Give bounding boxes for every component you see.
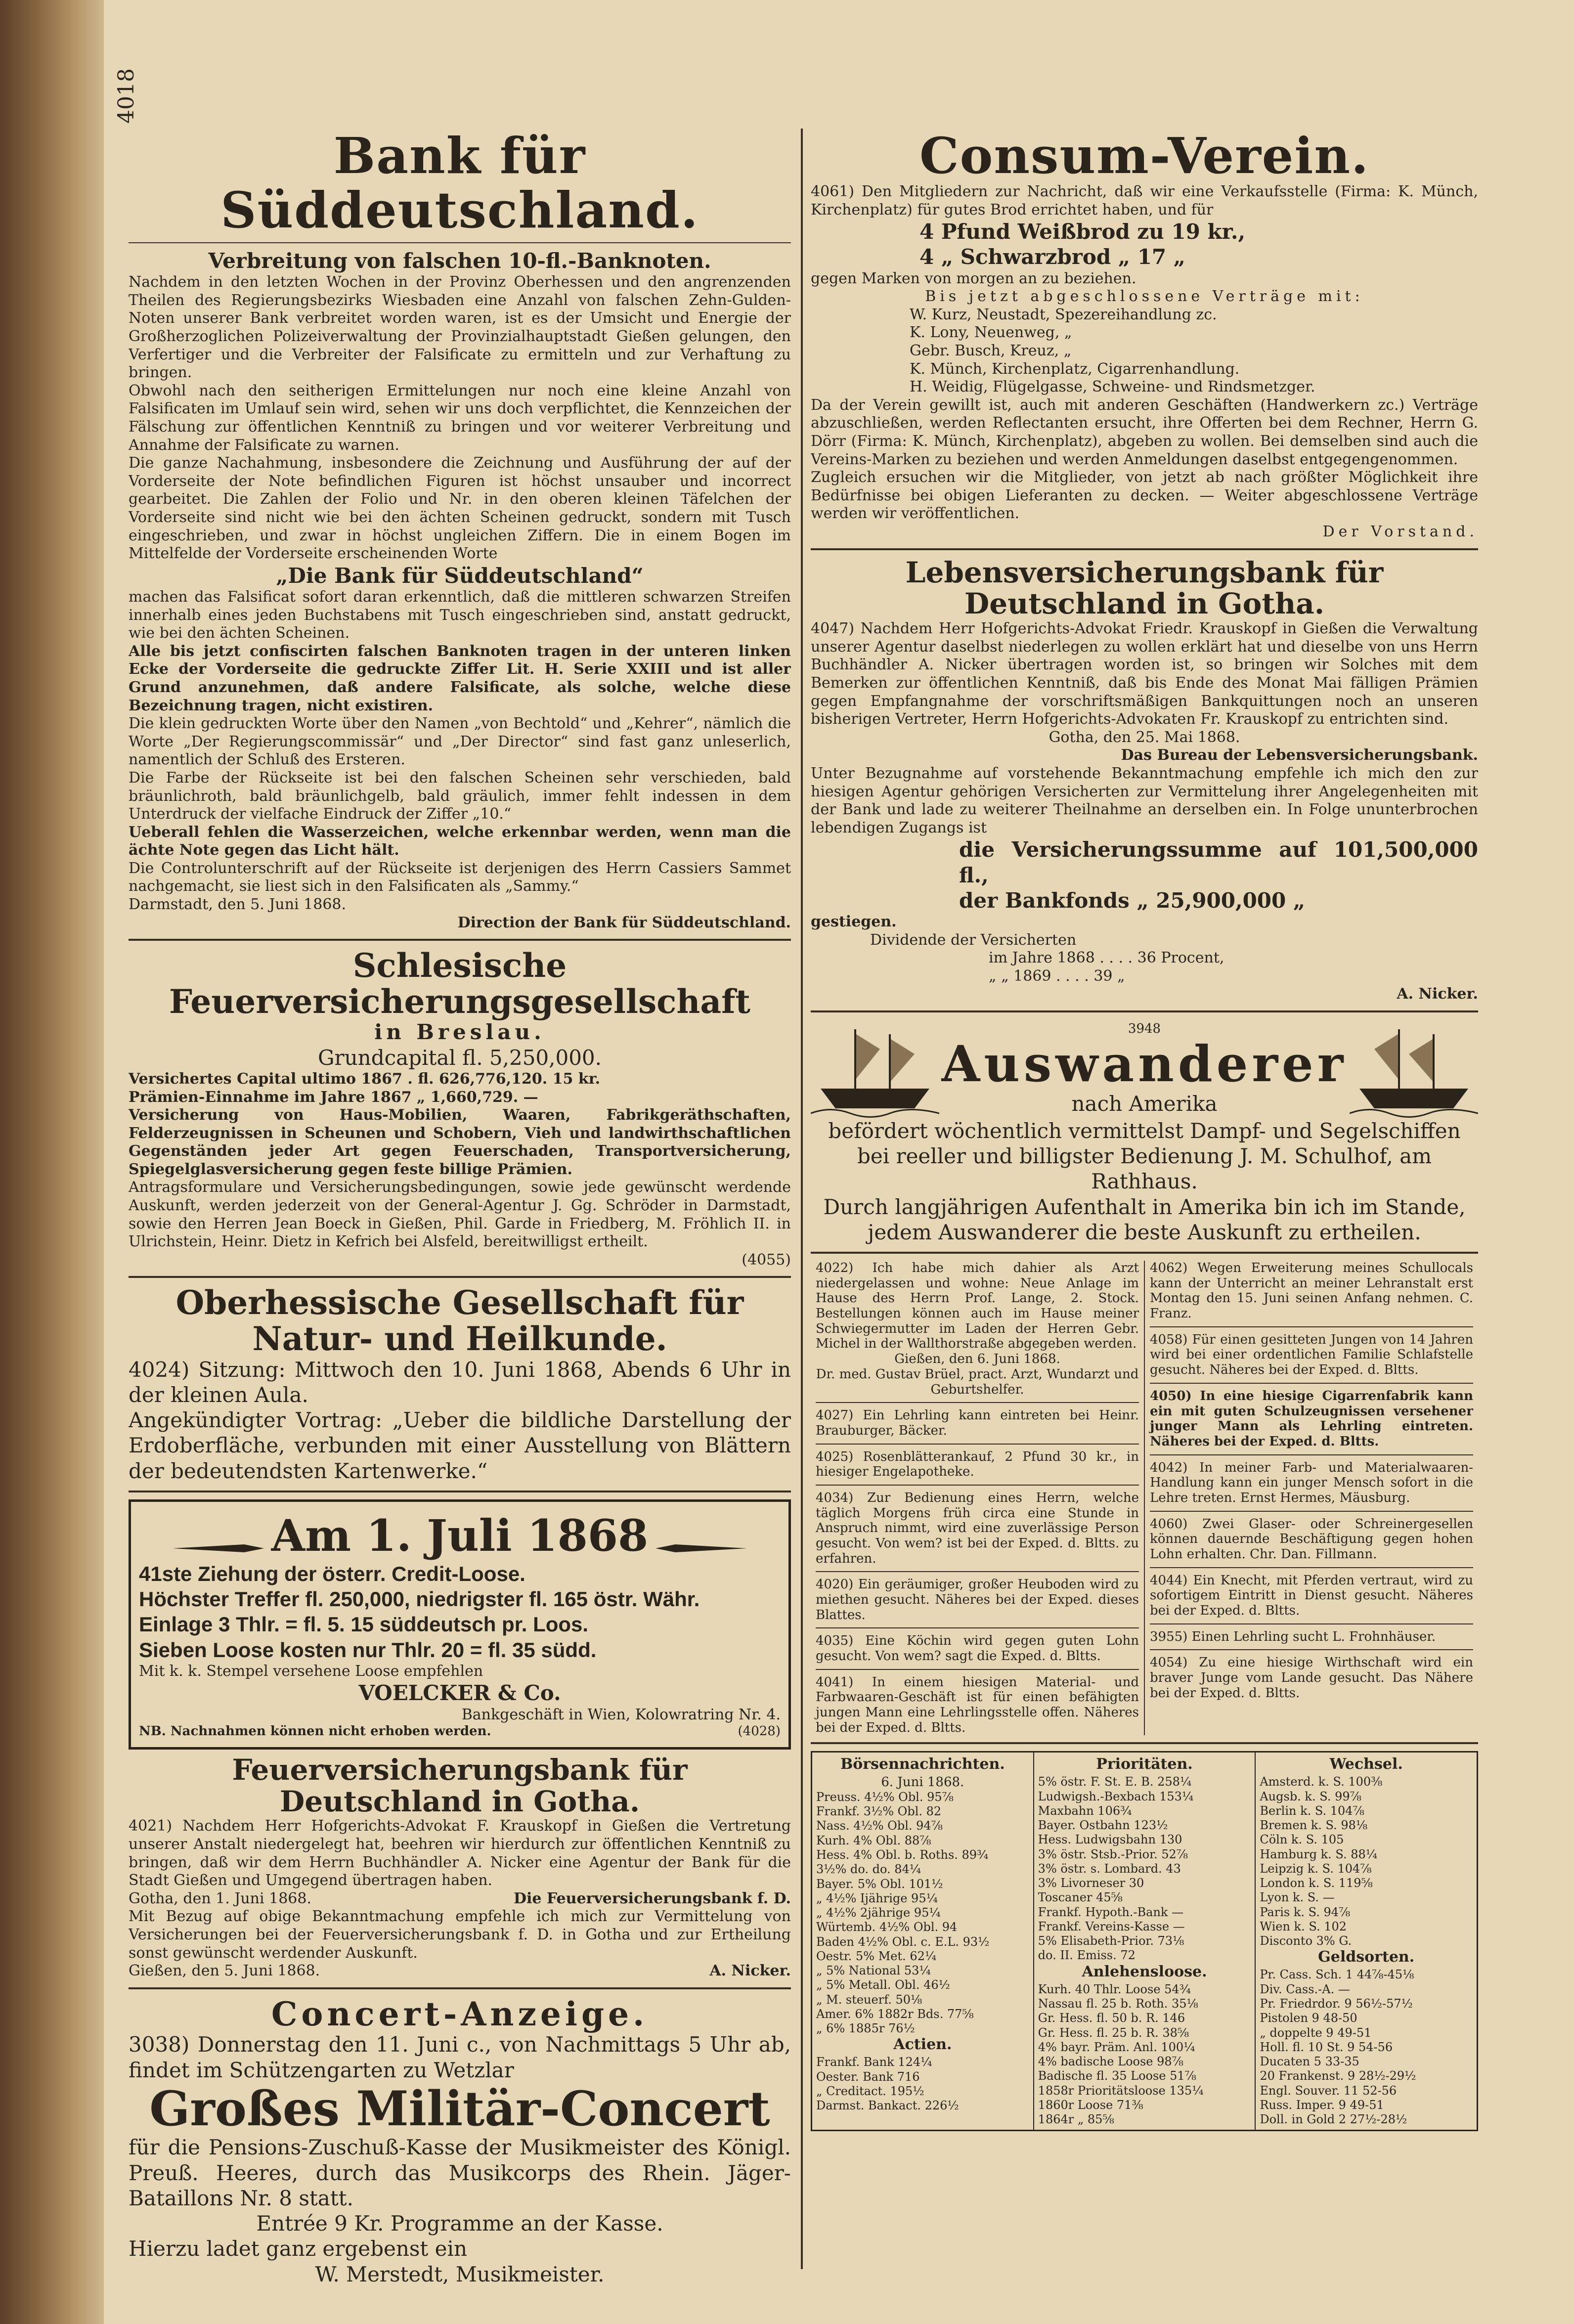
column-rule: [801, 129, 803, 2269]
signature: Die Feuerversicherungsbank f. D.: [513, 1889, 791, 1907]
counterfeit-text: Die ganze Nachahmung, insbesondere die Zeichnung und Ausführung der auf der Vorderseite der Note befindlichen Figuren ist höchst unsauber und incorrect gearbeitet. Die Zahlen der Folio und Nr. in den oberen kleinen Täfelchen der Vorderseite sind nicht wie bei den ächten Scheinen gedruckt, sondern mit Tusch eingeschrieben, und zwar in höchst ungleichen Ziffern. Die in einem Bogen im Mittelfelde der Vorderseite erscheinenden Worte: [129, 454, 791, 563]
signature: Das Bureau der Lebensversicherungsbank.: [1121, 746, 1478, 764]
divider: [129, 1276, 791, 1278]
fire-insurance-title: Feuerversicherungsbank für Deutschland in Gotha.: [232, 1753, 688, 1818]
market-row: Frankf. 3½% Obl. 82: [816, 1804, 942, 1819]
silesia-line: Versichertes Capital ultimo 1867 . fl. 626,776,120. 15 kr.: [129, 1070, 601, 1088]
concert-text: für die Pensions-Zuschuß-Kasse der Musikmeister des Königl. Preuß. Heeres, durch das Musikcorps des Rhein. Jäger-Bataillons Nr. 8 statt.: [129, 2135, 791, 2210]
consum-list-item: W. Kurz, Neustadt, Spezereihandlung zc.: [910, 306, 1217, 323]
market-row: 20 Frankenst. 9 28½-29½: [1260, 2069, 1416, 2083]
counterfeit-text: machen das Falsificat sofort daran erkenntlich, daß die mittleren schwarzen Streifen innerhalb eines jeden Buchstabens mit Tusch eingeschrieben sind, anstatt gedruckt, wie bei den ächten Scheinen.: [129, 588, 791, 642]
classified-ad: 4041) In einem hiesigen Material- und Farbwaaren-Geschäft ist für einen befähigten jungen Mann eine Lehrlingsstelle offen. Näheres bei der Exped. d. Bltts.: [816, 1674, 1139, 1735]
divider: [129, 1987, 791, 1989]
classified-ad: Dr. med. Gustav Brüel, pract. Arzt, Wundarzt und Geburtshelfer.: [816, 1366, 1139, 1397]
dateline: Gotha, den 1. Juni 1868.: [129, 1889, 312, 1907]
silesia-title: Schlesische Feuerversicherungsgesellschaft: [169, 946, 750, 1021]
market-row: Hamburg k. S. 88¼: [1260, 1847, 1378, 1861]
market-row: Augsb. k. S. 99⅞: [1260, 1789, 1361, 1803]
market-row: Bayer. Ostbahn 123½: [1038, 1818, 1168, 1833]
divider: [129, 1491, 791, 1492]
left-column: [129, 129, 791, 2284]
bourse-column: [812, 1753, 1034, 2130]
market-row: Doll. in Gold 2 27½-28½: [1260, 2112, 1407, 2127]
concert-text: Hierzu ladet ganz ergebenst ein: [129, 2236, 468, 2261]
lottery-line: Einlage 3 Thlr. = fl. 5. 15 süddeutsch pr. Loos.: [139, 1613, 589, 1636]
market-row: Bayer. 5% Obl. 101½: [816, 1877, 943, 1891]
counterfeit-text: Obwohl nach den seitherigen Ermittelungen nur noch eine kleine Anzahl von Falsificaten im Umlauf sein wird, sehen wir uns doch verpflichtet, die Kennzeichen der Fälschung zur öffentlichen Kenntniß zu bringen und vor weiterer Verbreitung und Annahme der Falsificate zu warnen.: [129, 382, 791, 454]
life-text: 4047) Nachdem Herr Hofgerichts-Advokat Friedr. Krauskopf in Gießen die Verwaltung unserer Agentur daselbst niederlegen zu wollen erklärt hat und dieselbe von uns Herrn Buchhändler A. Nicker übertragen worden ist, so bringen wir Solches mit dem Bemerken zur öffentlichen Kenntniß, daß bis Ende des Monat Mai fälligen Prämien gegen Empfangnahme der vorschriftsmäßigen Bankquittungen noch an unseren bisherigen Vertreter, Herrn Hofgerichts-Advokaten Fr. Krauskopf zu entrichten sind.: [811, 620, 1478, 728]
dateline: Gotha, den 25. Mai 1868.: [1049, 728, 1240, 746]
market-row: 3% östr. s. Lombard. 43: [1038, 1861, 1181, 1876]
lottery-date: Am 1. Juli 1868: [271, 1509, 649, 1561]
signature: Direction der Bank für Süddeutschland.: [457, 914, 791, 931]
divider: [811, 548, 1478, 550]
consum-text: Bis jetzt abgeschlossene Verträge mit:: [925, 288, 1364, 306]
bank-title: Bank für Süddeutschland.: [220, 129, 699, 239]
market-row: „ 5% Metall. Obl. 46½: [816, 1978, 950, 1992]
concert-text: Entrée 9 Kr. Programme an der Kasse.: [256, 2211, 663, 2236]
wechsel-title: Wechsel.: [1329, 1755, 1403, 1773]
emigrant-text: befördert wöchentlich vermittelst Dampf- und Segelschiffen bei reeller und billigster Bedienung J. M. Schulhof, am Rathhaus.: [828, 1118, 1461, 1194]
classified-ad: 4058) Für einen gesitteten Jungen von 14 Jahren wird bei einer ordentlichen Familie Schlafstelle gesucht. Näheres bei der Exped. d. Bltts.: [1150, 1332, 1473, 1378]
market-row: „ 6% 1885r 76½: [816, 2021, 915, 2036]
prior-column: [1034, 1753, 1256, 2130]
signature: W. Merstedt, Musikmeister.: [315, 2262, 605, 2284]
classified-column-right: [1145, 1261, 1478, 1735]
lottery-address: Bankgeschäft in Wien, Kolowratring Nr. 4.: [461, 1706, 781, 1723]
market-row: Darmst. Bankact. 226½: [816, 2099, 959, 2113]
market-row: Cöln k. S. 105: [1260, 1833, 1344, 1847]
market-row: Bremen k. S. 98⅛: [1260, 1818, 1368, 1833]
lottery-ad: [129, 1499, 791, 1750]
prior-title: Prioritäten.: [1096, 1755, 1193, 1773]
market-row: Kurh. 4% Obl. 88⅞: [816, 1833, 931, 1847]
market-row: Amsterd. k. S. 100⅜: [1260, 1775, 1383, 1789]
life-text: Dividende der Versicherten: [870, 931, 1077, 949]
classified-ad: 4050) In eine hiesige Cigarrenfabrik kann ein mit guten Schulzeugnissen versehener junger Mann als Lehrling eintreten. Näheres bei der Exped. d. Bltts.: [1150, 1388, 1473, 1449]
consum-list-item: K. Lony, Neuenweg, „: [910, 324, 1072, 342]
counterfeit-text: Nachdem in den letzten Wochen in der Provinz Oberhessen und den angrenzenden Theilen des Regierungsbezirks Wiesbaden eine Anzahl von falschen Zehn-Gulden-Noten unserer Bank verbreitet worden waren, ist es der Umsicht und Energie der Großherzoglichen Polizeiverwaltung der Provinzialhauptstadt Gießen gelungen, den Verfertiger und die Verbreiter der Falsificate zu ermitteln und zur Verhaftung zu bringen.: [129, 273, 791, 382]
silesia-capital: Grundcapital fl. 5,250,000.: [317, 1045, 602, 1070]
classified-ad: 4020) Ein geräumiger, großer Heuboden wird zu miethen gesucht. Näheres bei der Exped. dieses Blattes.: [816, 1577, 1139, 1622]
prior-list: [1038, 1775, 1251, 1963]
market-row: Gr. Hess. fl. 50 b. R. 146: [1038, 2011, 1185, 2025]
market-row: „ 5% National 53¼: [816, 1964, 931, 1978]
ref-number: (4055): [742, 1251, 791, 1269]
society-title: Oberhessische Gesellschaft für Natur- und Heilkunde.: [175, 1283, 744, 1359]
classified-ad: 4025) Rosenblätterankauf, 2 Pfund 30 kr., in hiesiger Engelapotheke.: [816, 1449, 1139, 1480]
market-row: London k. S. 119⅝: [1260, 1876, 1373, 1890]
emigrant-title: Auswanderer: [941, 1034, 1348, 1093]
market-row: Pr. Friedrdor. 9 56½-57½: [1260, 1996, 1413, 2011]
page-number: 4018: [114, 68, 139, 124]
emigrant-text: Durch langjährigen Aufenthalt in Amerika bin ich im Stande, jedem Auswanderer die beste Auskunft zu ertheilen.: [823, 1194, 1466, 1244]
dateline: Darmstadt, den 5. Juni 1868.: [129, 896, 347, 914]
consum-text: 4061) Den Mitgliedern zur Nachricht, daß wir eine Verkaufsstelle (Firma: K. Münch, Kirchenplatz) für gutes Brod errichtet haben, und für: [811, 183, 1478, 219]
classified-ad: 4035) Eine Köchin wird gegen guten Lohn gesucht. Von wem? sagt die Exped. d. Bltts.: [816, 1633, 1139, 1664]
market-row: Hess. 4% Obl. b. Roths. 89¾: [816, 1848, 989, 1862]
consum-list-item: K. Münch, Kirchenplatz, Cigarrenhandlung.: [910, 360, 1240, 378]
market-row: „ M. steuerf. 50⅛: [816, 1992, 922, 2007]
anl-title: Anlehensloose.: [1082, 1963, 1207, 1980]
silesia-text: Versicherung von Haus-Mobilien, Waaren, Fabrikgeräthschaften, Felderzeugnissen in Scheunen und Schobern, Vieh und landwirthschaftlichen Gegenständen jeder Art gegen Feuerschaden, Transportversicherung, Spiegelglasversicherung gegen feste billige Prämien.: [129, 1106, 791, 1178]
life-insurance-title: Lebensversicherungsbank für Deutschland in Gotha.: [905, 555, 1384, 621]
classified-ad: 4054) Zu eine hiesige Wirthschaft wird ein braver Junge vom Lande gesucht. Das Nähere bei der Exped. d. Bltts.: [1150, 1655, 1473, 1701]
classified-ads: [811, 1261, 1478, 1735]
emigrant-subtitle: nach Amerika: [1071, 1091, 1218, 1116]
classified-ad: 4027) Ein Lehrling kann eintreten bei Heinr. Brauburger, Bäcker.: [816, 1408, 1139, 1438]
signature: A. Nicker.: [709, 1962, 791, 1980]
anl-list: [1038, 1982, 1251, 2127]
market-row: Frankf. Bank 124¼: [816, 2055, 932, 2069]
bourse-title: Börsennachrichten.: [840, 1755, 1005, 1773]
counterfeit-text: Ueberall fehlen die Wasserzeichen, welche erkennbar werden, wenn man die ächte Note gegen das Licht hält.: [129, 823, 791, 859]
market-row: Disconto 3% G.: [1260, 1934, 1352, 1948]
fire-text: 4021) Nachdem Herr Hofgerichts-Advokat F. Krauskopf in Gießen die Vertretung unserer Anstalt niedergelegt hat, beehren wir hierdurch zur öffentlichen Kenntniß zu bringen, daß wir dem Herrn Buchhändler A. Nicker eine Agentur der Bank für die Stadt Gießen und Umgegend übertragen haben.: [129, 1817, 791, 1889]
classified-ad: 4062) Wegen Erweiterung meines Schullocals kann der Unterricht an meiner Lehranstalt erst Montag den 15. Juni seinen Anfang nehmen. C. Franz.: [1150, 1261, 1473, 1321]
wechsel-column: [1256, 1753, 1477, 2130]
emigrant-ad: [811, 1019, 1478, 1118]
market-row: „ 4½% 2jährige 95¼: [816, 1906, 941, 1920]
market-row: 3% östr. Stsb.-Prior. 52⅞: [1038, 1847, 1188, 1861]
signature: Der Vorstand.: [1322, 523, 1478, 540]
sailing-ship-icon: [1350, 1019, 1478, 1118]
signature: A. Nicker.: [1397, 985, 1478, 1003]
market-row: „ Creditact. 195½: [816, 2084, 924, 2098]
market-row: 5% östr. F. St. E. B. 258¼: [1038, 1775, 1192, 1789]
market-row: 1860r Loose 71⅜: [1038, 2098, 1143, 2112]
divider: [811, 1252, 1478, 1254]
counterfeit-text: Die Controlunterschrift auf der Rückseite ist derjenigen des Herrn Cassiers Sammet nachgemacht, sie liest sich in den Falsificaten als „Sammy.“: [129, 859, 791, 895]
market-table: [811, 1751, 1478, 2131]
ref-number: 3948: [1128, 1021, 1161, 1036]
market-row: Gr. Hess. fl. 25 b. R. 38⅝: [1038, 2025, 1189, 2040]
market-row: 5% Elisabeth-Prior. 73⅛: [1038, 1934, 1184, 1948]
consum-list-item: H. Weidig, Flügelgasse, Schweine- und Rindsmetzger.: [910, 378, 1315, 396]
lottery-line: Mit k. k. Stempel versehene Loose empfehlen: [139, 1662, 483, 1680]
divider: [129, 242, 791, 243]
market-row: Kurh. 40 Thlr. Loose 54¾: [1038, 1982, 1191, 1996]
market-row: Nass. 4½% Obl. 94⅞: [816, 1819, 943, 1833]
market-row: „ 4½% Ijährige 95¼: [816, 1891, 938, 1905]
counterfeit-text: Die Farbe der Rückseite ist bei den falschen Scheinen sehr verschieden, bald bräunlichroth, bald bräunlichgelb, bald gräulich, immer fehlt indessen in dem Unterdruck der vielfache Eindruck der Ziffer „10.“: [129, 769, 791, 823]
consum-title: Consum-Verein.: [919, 129, 1369, 185]
lottery-note: NB. Nachnahmen können nicht erhoben werden.: [139, 1724, 491, 1739]
market-row: Russ. Imper. 9 49-51: [1260, 2098, 1384, 2112]
market-row: 1858r Prioritätsloose 135¼: [1038, 2083, 1204, 2098]
market-row: Holl. fl. 10 St. 9 54-56: [1260, 2040, 1393, 2054]
concert-text: 3038) Donnerstag den 11. Juni c., von Nachmittags 5 Uhr ab, findet im Schützengarten zu Wetzlar: [129, 2032, 791, 2082]
market-row: Preuss. 4½% Obl. 95⅞: [816, 1790, 954, 1804]
market-row: Frankf. Vereins-Kasse —: [1038, 1919, 1185, 1933]
market-row: Paris k. S. 94⅞: [1260, 1905, 1351, 1919]
market-row: Hess. Ludwigsbahn 130: [1038, 1833, 1182, 1847]
divider: [129, 939, 791, 941]
life-text: gestiegen.: [811, 913, 897, 930]
classified-column-left: [811, 1261, 1145, 1735]
classified-ad: 4034) Zur Bedienung eines Herrn, welche täglich Morgens früh circa eine Stunde in Anspruch nimmt, wird eine zuverlässige Person gesucht. Von wem? ist bei der Exped. d. Bltts. zu erfahren.: [816, 1490, 1139, 1566]
classified-ad: 3955) Einen Lehrling sucht L. Frohnhäuser.: [1150, 1629, 1436, 1644]
right-column: [811, 129, 1478, 2284]
market-row: Toscaner 45⅝: [1038, 1890, 1123, 1905]
classified-ad: 4060) Zwei Glaser- oder Schreinergesellen können dauernde Beschäftigung gegen hohen Lohn erhalten. Chr. Dan. Fillmann.: [1150, 1516, 1473, 1562]
market-row: Würtemb. 4½% Obl. 94: [816, 1920, 958, 1934]
market-row: Ludwigsh.-Bexbach 153¼: [1038, 1789, 1194, 1803]
market-row: Amer. 6% 1882r Bds. 77⅝: [816, 2007, 974, 2021]
consum-text: gegen Marken von morgen an zu beziehen.: [811, 269, 1137, 287]
consum-text: Da der Verein gewillt ist, auch mit anderen Geschäften (Handwerkern zc.) Verträge abzuschließen, werden Reflectanten ersucht, ihre Offerten bei dem Rechner, Herrn G. Dörr (Firma: K. Münch, Kirchenplatz), abgeben zu wollen. Bei demselben sind auch die Vereins-Marken zu beziehen und werden Anmeldungen daselbst entgegengenommen.: [811, 396, 1478, 468]
silesia-city: in Breslau.: [374, 1020, 545, 1045]
market-row: Maxbahn 106¾: [1038, 1803, 1132, 1818]
consum-bread: 4 „ Schwarzbrod „ 17 „: [919, 245, 1185, 269]
market-row: 4% badische Loose 98⅞: [1038, 2055, 1183, 2069]
consum-list-item: Gebr. Busch, Kreuz, „: [910, 342, 1072, 360]
pointing-hand-icon: [651, 1538, 749, 1558]
market-row: Oester. Bank 716: [816, 2069, 920, 2084]
market-row: Lyon k. S. —: [1260, 1890, 1335, 1905]
classified-ad: 4022) Ich habe mich dahier als Arzt niedergelassen und wohne: Neue Anlage im Hause des Herrn Prof. Lange, 2. Stock. Bestellungen können auch im Hause meiner Schwiegermutter im Laden der Herren Gebr. Michel in der Wallthorstraße abgegeben werden.: [816, 1261, 1139, 1352]
silesia-line: Prämien-Einnahme im Jahre 1867 „ 1,660,729. —: [129, 1088, 538, 1106]
market-row: Baden 4½% Obl. c. E.L. 93½: [816, 1934, 990, 1949]
consum-bread: 4 Pfund Weißbrod zu 19 kr.,: [919, 219, 1246, 244]
actien-list: [816, 2055, 1029, 2113]
market-row: Nassau fl. 25 b. Roth. 35⅛: [1038, 1996, 1198, 2011]
sailing-ship-icon: [811, 1019, 939, 1118]
book-binding: [0, 0, 104, 2324]
consum-text: Zugleich ersuchen wir die Mitglieder, von jetzt ab nach größter Möglichkeit ihre Bedürfnisse bei obigen Lieferanten zu decken. — Weiter abgeschlossene Verträge werden wir veröffentlichen.: [811, 469, 1478, 523]
geld-list: [1260, 1968, 1473, 2127]
market-row: „ doppelte 9 49-51: [1260, 2025, 1372, 2040]
wechsel-list: [1260, 1775, 1473, 1948]
life-text: „ „ 1869 . . . . 39 „: [989, 967, 1125, 985]
market-row: Badische fl. 35 Loose 51⅞: [1038, 2069, 1196, 2083]
lottery-firm: VOELCKER & Co.: [358, 1681, 561, 1706]
bourse-list: [816, 1790, 1029, 2036]
fire-text: Mit Bezug auf obige Bekanntmachung empfehle ich mich zur Vermittelung von Versicherungen bei der Feuerversicherungsbank f. D. in Gotha und zur Ertheilung sonst gewünscht werdender Auskunft.: [129, 1908, 791, 1962]
bourse-date: 6. Juni 1868.: [881, 1775, 964, 1790]
lottery-line: Sieben Loose kosten nur Thlr. 20 = fl. 35 südd.: [139, 1638, 597, 1662]
market-row: Pr. Cass. Sch. 1 44⅞-45⅛: [1260, 1968, 1414, 1982]
pointing-hand-icon: [170, 1538, 269, 1558]
society-text: Angekündigter Vortrag: „Ueber die bildliche Darstellung der Erdoberfläche, verbunden mit einer Ausstellung von Blättern der bedeutendsten Kartenwerke.“: [129, 1408, 791, 1483]
market-row: Leipzig k. S. 104⅞: [1260, 1861, 1372, 1876]
classified-ad: Gießen, den 6. Juni 1868.: [894, 1352, 1060, 1367]
concert-title: Concert-Anzeige.: [271, 1994, 649, 2033]
counterfeit-text: Alle bis jetzt confiscirten falschen Banknoten tragen in der unteren linken Ecke der Vorderseite die gedruckte Ziffer Lit. H. Serie XXIII und ist aller Grund anzunehmen, daß andere Falsificate, als solche, welche diese Bezeichnung tragen, nicht existiren.: [129, 642, 791, 714]
society-text: 4024) Sitzung: Mittwoch den 10. Juni 1868, Abends 6 Uhr in der kleinen Aula.: [129, 1357, 791, 1407]
lottery-line: 41ste Ziehung der österr. Credit-Loose.: [139, 1562, 525, 1585]
silesia-text: Antragsformulare und Versicherungsbedingungen, sowie jede gewünscht werdende Auskunft, werden jederzeit von der General-Agentur J. Gg. Schröder in Darmstadt, sowie den Herren Jean Boeck in Gießen, Phil. Garde in Friedberg, M. Fröhlich II. in Ulrichstein, Heinr. Dietz in Kefrich bei Alsfeld, bereitwilligst ertheilt.: [129, 1179, 791, 1251]
lottery-line: Höchster Treffer fl. 250,000, niedrigster fl. 165 östr. Währ.: [139, 1587, 700, 1611]
market-row: Pistolen 9 48-50: [1260, 2011, 1357, 2025]
concert-headline: Großes Militär-Concert: [149, 2080, 770, 2137]
market-row: Frankf. Hypoth.-Bank —: [1038, 1905, 1184, 1919]
market-row: Oestr. 5% Met. 62¼: [816, 1949, 937, 1963]
divider: [811, 1742, 1478, 1744]
market-row: 3% Livorneser 30: [1038, 1876, 1144, 1890]
market-row: Wien k. S. 102: [1260, 1919, 1347, 1933]
counterfeit-text: Die klein gedruckten Worte über den Namen „von Bechtold“ und „Kehrer“, nämlich die Worte „Der Regierungscommissär“ und „Der Director“ sind fast ganz unleserlich, namentlich der Schluß des Ersteren.: [129, 715, 791, 769]
market-row: Berlin k. S. 104⅞: [1260, 1803, 1364, 1818]
life-text: im Jahre 1868 . . . . 36 Procent,: [989, 949, 1224, 967]
counterfeit-heading: Verbreitung von falschen 10-fl.-Banknoten.: [208, 249, 711, 273]
market-row: do. II. Emiss. 72: [1038, 1948, 1136, 1963]
divider: [811, 1010, 1478, 1012]
actien-title: Actien.: [893, 2036, 952, 2054]
market-row: 1864r „ 85⅝: [1038, 2112, 1114, 2127]
market-row: Ducaten 5 33-35: [1260, 2055, 1359, 2069]
counterfeit-quote: „Die Bank für Süddeutschland“: [276, 563, 644, 588]
market-row: 3½% do. do. 84¼: [816, 1862, 921, 1877]
ref-number: (4028): [738, 1724, 781, 1739]
geld-title: Geldsorten.: [1318, 1948, 1415, 1966]
market-row: 4% bayr. Präm. Anl. 100¼: [1038, 2040, 1195, 2054]
market-row: Engl. Souver. 11 52-56: [1260, 2083, 1397, 2098]
dateline: Gießen, den 5. Juni 1868.: [129, 1962, 320, 1980]
classified-ad: 4042) In meiner Farb- und Materialwaaren-Handlung kann ein junger Mensch sofort in die Lehre treten. Ernst Hermes, Mäusburg.: [1150, 1460, 1473, 1505]
classified-ad: 4044) Ein Knecht, mit Pferden vertraut, wird zu sofortigem Eintritt in Dienst gesucht. Näheres bei der Exped. d. Bltts.: [1150, 1573, 1473, 1618]
life-figure: die Versicherungssumme auf 101,500,000 fl.,: [959, 837, 1478, 887]
life-figure: der Bankfonds „ 25,900,000 „: [959, 888, 1306, 913]
market-row: Div. Cass.-A. —: [1260, 1982, 1350, 1996]
life-text: Unter Bezugnahme auf vorstehende Bekanntmachung empfehle ich mich den zur hiesigen Agentur gehörigen Versicherten zur Vermittelung ihrer Angelegenheiten mit der Bank und lade zu weiterer Theilnahme an derselben ein. In Folge ununterbrochen lebendigen Zugangs ist: [811, 764, 1478, 836]
